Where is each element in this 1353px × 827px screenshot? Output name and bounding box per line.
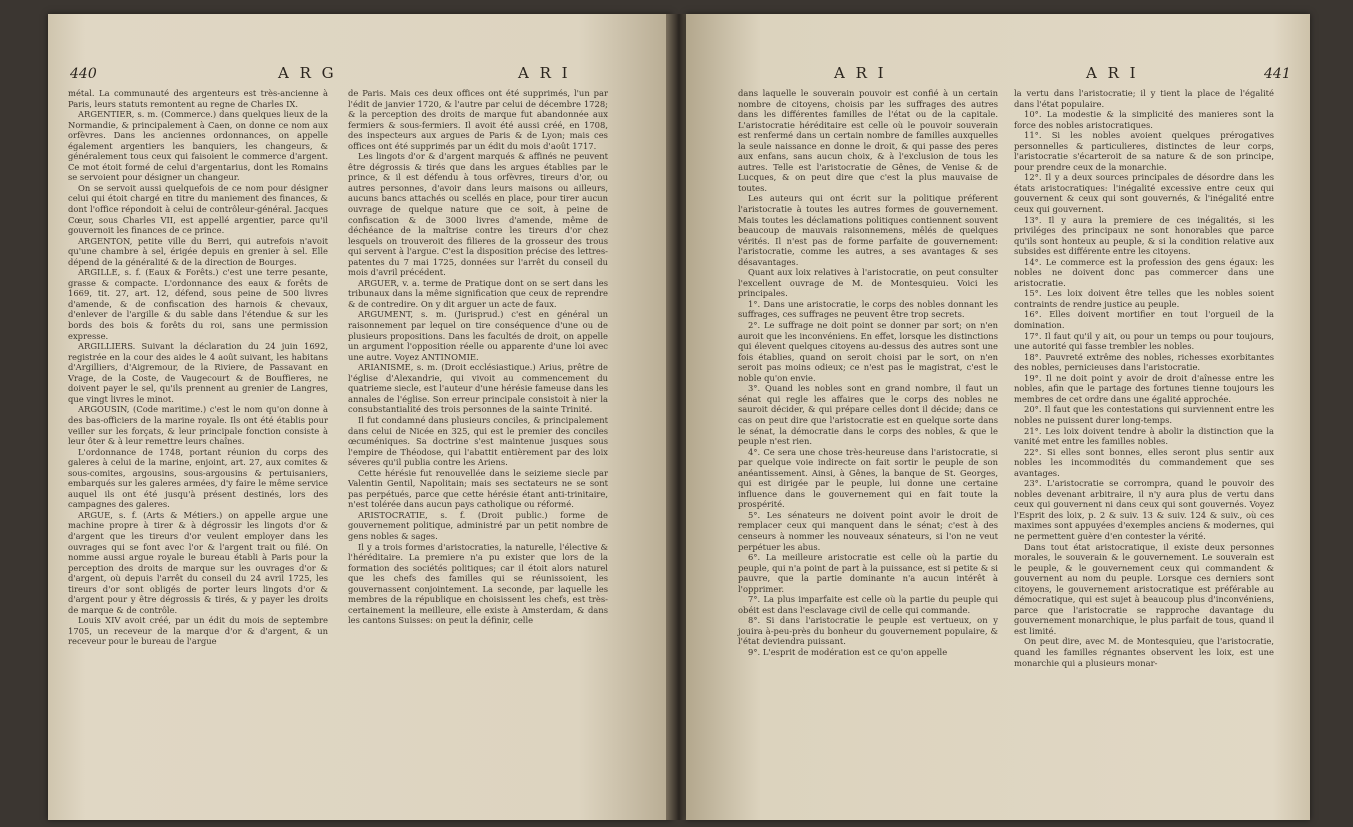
paragraph: 23°. L'aristocratie se corrompra, quand le pouvoir des nobles devenant arbitraire, il n'y aura plus de vertu dans ceux qui gouvernent ni dans ceux qui sont gouvernés. Voyez l'Esprit des loix, p. 2 & suiv. 13 & suiv. 124 & suiv., où ces maximes sont appuyées d'exemples anciens & modernes, qui ne permettent guère d'en contester la vérité. <box>1014 478 1274 541</box>
paragraph: ARGUER, v. a. terme de Pratique dont on se sert dans les tribunaux dans la même signification que ceux de reprendre & de contredire. On y dit arguer un acte de faux. <box>348 277 608 309</box>
page-number-right: 441 <box>1264 66 1291 82</box>
paragraph: Il fut condamné dans plusieurs conciles, & principalement dans celui de Nicée en 325, qui est le premier des conciles œcuméniques. Sa doctrine s'est maintenue jusques sous l'empire de Théodose, qui l'abattit entièrement par des loix séveres qu'il publia contre les Ariens. <box>348 414 608 468</box>
paragraph: ARIANISME, s. m. (Droit ecclésiastique.) Arius, prêtre de l'église d'Alexandrie, qui vivoit au commencement du quatrieme siecle, est l'auteur d'une hérésie fameuse dans les annales de l'église. Son erreur principale consistoit à nier la consubstantialité des trois personnes de la sainte Trinité. <box>348 362 608 415</box>
left-page-column-1 <box>68 88 328 647</box>
right-page-column-1 <box>738 88 998 658</box>
paragraph: 10°. La modestie & la simplicité des manieres sont la force des nobles aristocratiques. <box>1014 109 1274 130</box>
paragraph: de Paris. Mais ces deux offices ont été supprimés, l'un par l'édit de janvier 1720, & l'autre par celui de décembre 1728; & la perception des droits de marque fut abandonnée aux fermiers & sous-fermiers. Il avoit été aussi créé, en 1708, des inspecteurs aux argues de Paris & de Lyon; mais ces offices ont été supprimés par un édit du mois d'août 1717. <box>348 88 608 151</box>
paragraph: Il y a trois formes d'aristocraties, la naturelle, l'élective & l'héréditaire. La premiere n'a pu exister que lors de la formation des sociétés politiques; car il étoit alors naturel que les chefs des familles qui se réunissoient, les gouvernassent conjointement. La seconde, par laquelle les membres de la république en choisissent les chefs, est très-certainement la meilleure, elle existe à Amsterdam, & dans les cantons Suisses: on peut la définir, celle <box>348 541 608 626</box>
paragraph: 8°. Si dans l'aristocratie le peuple est vertueux, on y jouira à-peu-près du bonheur du gouvernement populaire, & l'état deviendra puissant. <box>738 615 998 647</box>
paragraph: ARGUMENT, s. m. (Jurisprud.) c'est en général un raisonnement par lequel on tire conséquence d'une ou de plusieurs propositions. Dans les facultés de droit, on appelle un argument l'opposition réelle ou apparente d'une loi avec une autre. Voyez ANTINOMIE. <box>348 309 608 362</box>
left-page-column-2 <box>348 88 608 626</box>
paragraph: 11°. Si les nobles avoient quelques prérogatives personnelles & particulieres, distinctes de leur corps, l'aristocratie s'écarteroit de sa nature & de son principe, pour prendre ceux de la monarchie. <box>1014 130 1274 172</box>
paragraph: 9°. L'esprit de modération est ce qu'on appelle <box>748 646 948 657</box>
paragraph: 14°. Le commerce est la profession des gens égaux: les nobles ne doivent donc pas commercer dans une aristocratie. <box>1014 256 1274 288</box>
paragraph: 12°. Il y a deux sources principales de désordre dans les états aristocratiques: l'inégalité excessive entre ceux qui gouvernent & ceux qui sont gouvernés, & l'inégalité entre ceux qui gouvernent. <box>1014 172 1274 215</box>
paragraph: Dans tout état aristocratique, il existe deux personnes morales, le souverain & le gouvernement. Le souverain est le peuple, & le gouvernement ceux qui commandent & gouvernent au nom du peuple. Lorsque ces derniers sont citoyens, le gouvernement aristocratique est préférable au démocratique, qui est sujet à beaucoup plus d'inconvéniens, parce que l'aristocratie se rapproche davantage du gouvernement monarchique, le plus parfait de tous, quand il est limité. <box>1014 541 1274 636</box>
paragraph: Louis XIV avoit créé, par un édit du mois de septembre 1705, un receveur de la marque d'or & d'argent, & un receveur pour le bureau de l'argue <box>68 615 328 647</box>
paragraph: 19°. Il ne doit point y avoir de droit d'aînesse entre les nobles, afin que le partage des fortunes tienne toujours les membres de cet ordre dans une égalité approchée. <box>1014 372 1274 404</box>
paragraph: ARGOUSIN, (Code maritime.) c'est le nom qu'on donne à des bas-officiers de la marine royale. Ils ont été établis pour veiller sur les forçats, & leur principale fonction consiste à leur ôter & à leur remettre leurs chaînes. <box>68 404 328 447</box>
paragraph: Les auteurs qui ont écrit sur la politique préferent l'aristocratie à toutes les autres formes de gouvernement. Mais toutes les déclamations politiques contiennent souvent beaucoup de mauvais raisonnemens, mêlés de quelques vérités. Il n'est pas de forme parfaite de gouvernement: l'aristocratie, comme les autres, a ses avantages & ses désavantages. <box>738 193 998 267</box>
paragraph: ARGUE, s. f. (Arts & Métiers.) on appelle argue une machine propre à tirer & à dégrossir les lingots d'or & d'argent que les tireurs d'or veulent employer dans les ouvrages qui se font avec l'or & l'argent trait ou filé. On nomme aussi argue royale le bureau établi à Paris pour la perception des droits de marque sur les ouvrages d'or & d'argent, où depuis l'arrêt du conseil du 24 avril 1725, les tireurs d'or sont obligés de porter leurs lingots d'or & d'argent pour y être dégrossis & tirés, & y payer les droits de marque & de contrôle. <box>68 509 328 615</box>
paragraph: 3°. Quand les nobles sont en grand nombre, il faut un sénat qui regle les affaires que le corps des nobles ne sauroit décider, & qui prépare celles dont il décide; dans ce cas on peut dire que l'aristocratie est en quelque sorte dans le sénat, la démocratie dans le corps des nobles, & que le peuple n'est rien. <box>738 383 998 447</box>
paragraph: ARGENTON, petite ville du Berri, qui autrefois n'avoit qu'une chambre à sel, érigée depuis en grenier à sel. Elle dépend de la généralité & de la direction de Bourges. <box>68 235 328 267</box>
paragraph: ARISTOCRATIE, s. f. (Droit public.) forme de gouvernement politique, administré par un petit nombre de gens nobles & sages. <box>348 509 608 541</box>
paragraph: On peut dire, avec M. de Montesquieu, que l'aristocratie, quand les familles régnantes observent les loix, est une monarchie qui a plusieurs monar- <box>1014 636 1274 668</box>
running-head-left-2: A R I <box>518 64 571 82</box>
paragraph: 5°. Les sénateurs ne doivent point avoir le droit de remplacer ceux qui manquent dans le sénat; c'est à des censeurs à nommer les nouveaux sénateurs, si l'on ne veut perpétuer les abus. <box>738 509 998 552</box>
running-head-left-1: A R G <box>278 64 337 82</box>
paragraph: 20°. Il faut que les contestations qui surviennent entre les nobles ne puissent durer long-temps. <box>1014 404 1274 425</box>
paragraph: 17°. Il faut qu'il y ait, ou pour un temps ou pour toujours, une autorité qui fasse trembler les nobles. <box>1014 330 1274 352</box>
paragraph: Les lingots d'or & d'argent marqués & affinés ne peuvent être dégrossis & tirés que dans les argues établies par le prince, & il est défendu à tous orfèvres, tireurs d'or, ou autres personnes, d'avoir dans leurs maisons ou ailleurs, aucuns bancs attachés ou scellés en place, pour tirer aucun ouvrage de quelque nature que ce soit, à peine de confiscation & de 3000 livres d'amende, même de déchéance de la maîtrise contre les tireurs d'or chez lesquels on trouveroit des filieres de la grosseur des trous qui servent à l'argue. C'est la disposition précise des lettres-patentes du 7 mai 1725, données sur l'arrêt du conseil du mois d'avril précédent. <box>348 151 608 278</box>
paragraph: 6°. La meilleure aristocratie est celle où la partie du peuple, qui n'a point de part à la puissance, est si petite & si pauvre, que la partie dominante n'a aucun intérêt à l'opprimer. <box>738 552 998 594</box>
paragraph: 7°. La plus imparfaite est celle où la partie du peuple qui obéit est dans l'esclavage civil de celle qui commande. <box>738 594 998 615</box>
paragraph: ARGENTIER, s. m. (Commerce.) dans quelques lieux de la Normandie, & principalement à Caen, on donne ce nom aux orfèvres. Dans les anciennes ordonnances, on appelle également argentiers les banquiers, les changeurs, & généralement tous ceux qui faisoient le commerce d'argent. Ce mot étoit formé de celui d'argentarius, dont les Romains se servoient pour désigner un changeur. <box>68 109 328 183</box>
right-page <box>686 14 1310 820</box>
running-head-right-1: A R I <box>834 64 887 82</box>
right-page-column-2 <box>1014 88 1274 668</box>
paragraph: 15°. Les loix doivent être telles que les nobles soient contraints de rendre justice au peuple. <box>1014 288 1274 309</box>
paragraph: 16°. Elles doivent mortifier en tout l'orgueil de la domination. <box>1014 309 1274 331</box>
paragraph: ARGILLIERS. Suivant la déclaration du 24 juin 1692, registrée en la cour des aides le 4 août suivant, les habitans d'Argilliers, d'Aigremour, de la Riviere, de Passavant en Vrage, de la Coste, de Vaugecourt & de Bouffieres, ne doivent payer le sel, qu'ils prennent au grenier de Langres, que vingt livres le minot. <box>68 341 328 404</box>
left-page <box>48 14 672 820</box>
paragraph: Cette hérésie fut renouvellée dans le seizieme siecle par Valentin Gentil, Napolitain; mais ses sectateurs ne se sont pas perpétués, parce que cette hérésie étant anti-trinitaire, n'est tolérée dans aucun pays catholique ou réformé. <box>348 467 608 510</box>
paragraph: L'ordonnance de 1748, portant réunion du corps des galeres à celui de la marine, enjoint, art. 27, aux comites & sous-comites, argousins, sous-argousins & pertuisaniers, embarqués sur les galeres armées, d'y faire le même service auquel ils ont été jusqu'à présent destinés, lors des campagnes des galeres. <box>68 446 328 510</box>
paragraph: la vertu dans l'aristocratie; il y tient la place de l'égalité dans l'état populaire. <box>1014 88 1274 109</box>
paragraph: 22°. Si elles sont bonnes, elles seront plus sentir aux nobles les incommodités du commandement que ses avantages. <box>1014 446 1274 478</box>
paragraph: dans laquelle le souverain pouvoir est confié à un certain nombre de citoyens, choisis par les suffrages des autres dans les différentes familles de l'état ou de la capitale. L'aristocratie héréditaire est celle où le pouvoir souverain est renfermé dans un certain nombre de familles auxquelles la seule naissance en donne le droit, & qui passe des peres aux enfans, sans aucun choix, & à l'exclusion de tous les autres. Telle est l'aristocratie de Gênes, de Venise & de Lucques, & on peut dire que c'est la plus mauvaise de toutes. <box>738 88 998 193</box>
paragraph: 2°. Le suffrage ne doit point se donner par sort; on n'en auroit que les inconvéniens. En effet, lorsque les distinctions qui élevent quelques citoyens au-dessus des autres sont une fois établies, quand on seroit choisi par le sort, on n'en seroit pas moins odieux; ce n'est pas le magistrat, c'est le noble qu'on envie. <box>738 320 998 383</box>
paragraph: ARGILLE, s. f. (Eaux & Forêts.) c'est une terre pesante, grasse & compacte. L'ordonnance des eaux & forêts de 1669, tit. 27, art. 12, défend, sous peine de 500 livres d'amende, & de confiscation des harnois & chevaux, d'enlever de l'argille & du sable dans l'étendue & sur les bords des bois & forêts du roi, sans une permission expresse. <box>68 267 328 341</box>
paragraph: 18°. Pauvreté extrême des nobles, richesses exorbitantes des nobles, pernicieuses dans l'aristocratie. <box>1014 351 1274 373</box>
running-head-right-2: A R I <box>1086 64 1139 82</box>
book-spread <box>48 14 1310 820</box>
paragraph: 4°. Ce sera une chose très-heureuse dans l'aristocratie, si par quelque voie indirecte on fait sortir le peuple de son anéantissement. Ainsi, à Gênes, la banque de St. Georges, qui est dirigée par le peuple, lui donne une certaine influence dans le gouvernement qui en fait toute la prospérité. <box>738 446 998 510</box>
page-number-left: 440 <box>70 66 97 82</box>
paragraph: 13°. Il y aura la premiere de ces inégalités, si les priviléges des principaux ne sont honorables que parce qu'ils sont honteux au peuple, & si la condition relative aux subsides est différente entre les citoyens. <box>1014 214 1274 257</box>
paragraph: 21°. Les loix doivent tendre à abolir la distinction que la vanité met entre les familles nobles. <box>1014 425 1274 447</box>
paragraph: Quant aux loix relatives à l'aristocratie, on peut consulter l'excellent ouvrage de M. de Montesquieu. Voici les principales. <box>738 267 998 299</box>
paragraph: métal. La communauté des argenteurs est très-ancienne à Paris, leurs statuts remontent au regne de Charles IX. <box>68 88 328 109</box>
paragraph: On se servoit aussi quelquefois de ce nom pour désigner celui qui étoit chargé en titre du maniement des finances, & dont l'office répondoit à celui de contrôleur-général. Jacques Cœur, sous Charles VII, est appellé argentier, parce qu'il gouvernoit les finances de ce prince. <box>68 182 328 236</box>
paragraph: 1°. Dans une aristocratie, le corps des nobles donnant les suffrages, ces suffrages ne peuvent être trop secrets. <box>738 298 998 320</box>
